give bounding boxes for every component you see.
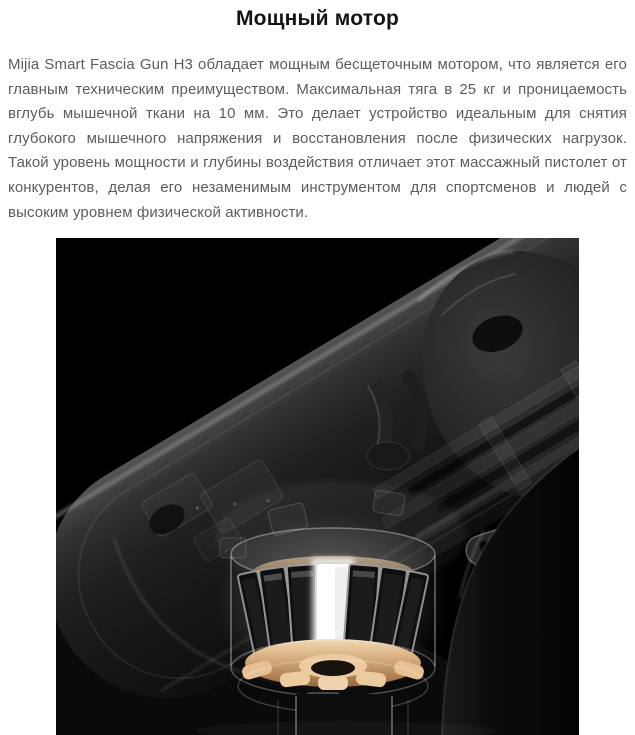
- section-title: Мощный мотор: [235, 7, 400, 30]
- product-image: [56, 238, 579, 735]
- section-description: Mijia Smart Fascia Gun H3 обладает мощным бесщеточным мотором, что является его главным техническим преимуществом. Максимальная тяга в 25 кг и проницаемость вглубь мышечной ткани на 10 мм. Это делает устройство идеальным для снятия глубокого мышечного напряжения и восстановления после физических нагрузок. Такой уровень мощности и глубины воздействия отличает этот массажный пистолет от конкурентов, делая его незаменимым инструментом для спортсменов и людей с высоким уровнем физической активности.: [8, 56, 627, 221]
- massage-gun-render: [56, 238, 579, 735]
